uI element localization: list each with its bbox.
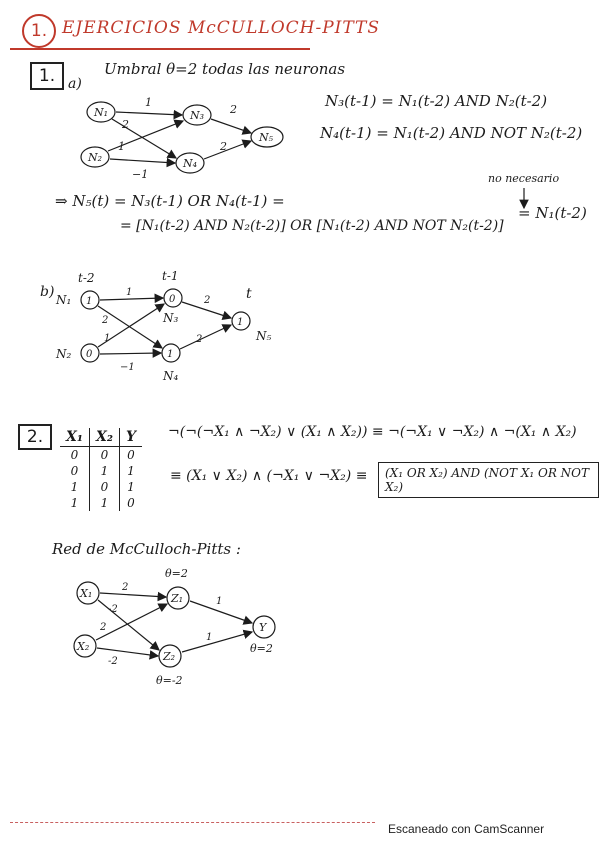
weight-label: 1 [216,596,223,607]
node-n1-label: N₁ [94,106,109,119]
table-cell: 1 [60,495,90,511]
truth-table-header: X₁ [60,428,90,447]
logic-equation-2: ≡ (X₁ ∨ X₂) ∧ (¬X₁ ∨ ¬X₂) ≡ [170,468,368,484]
scanner-watermark: Escaneado con CamScanner [388,822,545,836]
edge-x2-z2 [97,648,158,656]
time-label: t-2 [78,271,95,285]
truth-table-header: Y [120,428,143,447]
weight-label: 2 [220,140,227,153]
node-name: N₁ [56,293,72,307]
diagram-a [81,102,283,173]
part-b-label: b) [40,284,55,300]
logic-equation-1: ¬(¬(¬X₁ ∧ ¬X₂) ∨ (X₁ ∧ X₂)) ≡ ¬(¬X₁ ∨ ¬X₂) ∧ ¬(X₁ ∧ X₂) [168,424,577,440]
threshold-z2: θ=-2 [156,674,183,687]
equation-n5: ⇒ N₅(t) = N₃(t-1) OR N₄(t-1) = [55,192,285,210]
node-value: 1 [86,296,93,307]
node-name: N₄ [163,369,179,383]
exercise-2-box: 2. [18,424,52,450]
node-n2-label: N₂ [88,151,103,164]
edge-z2-y [182,632,252,652]
edge-b-n1-n3 [100,298,163,300]
weight-label: 2 [102,315,109,326]
node-z2-label: Z₂ [163,650,176,663]
weight-label: 1 [145,96,152,109]
node-value: 1 [237,317,244,328]
edge-b-n4-n5 [180,325,231,349]
weight-label: 2 [196,334,203,345]
threshold-statement: Umbral θ=2 todas las neuronas [104,60,346,78]
table-cell: 0 [60,463,90,479]
weight-label: -2 [108,656,118,667]
weight-label: 1 [206,632,213,643]
table-cell: 0 [90,447,120,464]
weight-label: 1 [118,140,125,153]
exercise-number-circle: 1. [22,14,56,48]
weight-label: 1 [126,287,133,298]
table-cell: 0 [127,496,135,510]
node-n3-label: N₃ [190,109,205,122]
weight-label: 2 [100,622,107,633]
table-cell: 0 [127,448,135,462]
node-y-label: Y [259,621,267,634]
table-cell: 1 [90,495,120,511]
table-cell: 0 [60,447,90,464]
time-label: t-1 [162,269,179,283]
edge-n1-n3 [116,112,182,115]
node-n5-label: N₅ [259,131,274,144]
node-name: N₃ [163,311,179,325]
edge-x1-z1 [100,593,166,597]
edge-n3-n5 [211,119,251,133]
node-value: 0 [86,349,93,360]
boxed-result: (X₁ OR X₂) AND (NOT X₁ OR NOT X₂) [378,462,599,498]
node-z1-label: Z₁ [171,592,184,605]
edge-b-n2-n4 [100,353,161,354]
weight-label: −1 [132,168,149,181]
threshold-y: θ=2 [250,642,273,655]
edge-n2-n4 [110,159,175,163]
node-name: N₅ [256,329,272,343]
time-label: t [246,286,252,302]
node-name: N₂ [56,347,72,361]
weight-label: 2 [204,295,211,306]
weight-label: -2 [108,604,118,615]
truth-table-header: X₂ [90,428,120,447]
table-cell: 1 [127,480,135,494]
table-cell: 1 [127,464,135,478]
table-cell: 0 [90,479,120,495]
weight-label: −1 [120,362,135,373]
equation-n5-expansion: = [N₁(t-2) AND N₂(t-2)] OR [N₁(t-2) AND NOT N₂(t-2)] [120,218,504,234]
equation-n4: N₄(t-1) = N₁(t-2) AND NOT N₂(t-2) [320,124,583,142]
node-x1-label: X₁ [80,587,93,600]
network-title: Red de McCulloch-Pitts : [52,540,241,558]
footer-divider [10,822,375,823]
equation-n5-result: = N₁(t-2) [518,204,587,222]
part-a-label: a) [68,76,82,92]
edge-x2-z1 [96,604,167,640]
edge-n4-n5 [204,141,251,159]
node-n4-label: N₄ [183,157,198,170]
table-cell: 1 [60,479,90,495]
weight-label: 2 [122,118,129,131]
node-value: 1 [167,349,174,360]
page-title: EJERCICIOS McCULLOCH-PITTS [62,18,381,38]
weight-label: 2 [122,582,129,593]
exercise-1-box: 1. [30,62,64,90]
weight-label: 1 [104,333,111,344]
node-x2-label: X₂ [77,640,90,653]
equation-n3: N₃(t-1) = N₁(t-2) AND N₂(t-2) [325,92,548,110]
note-not-necessary: no necesario [488,172,560,185]
weight-label: 2 [230,103,237,116]
threshold-z1: θ=2 [165,567,188,580]
node-value: 0 [169,294,176,305]
table-cell: 1 [90,463,120,479]
